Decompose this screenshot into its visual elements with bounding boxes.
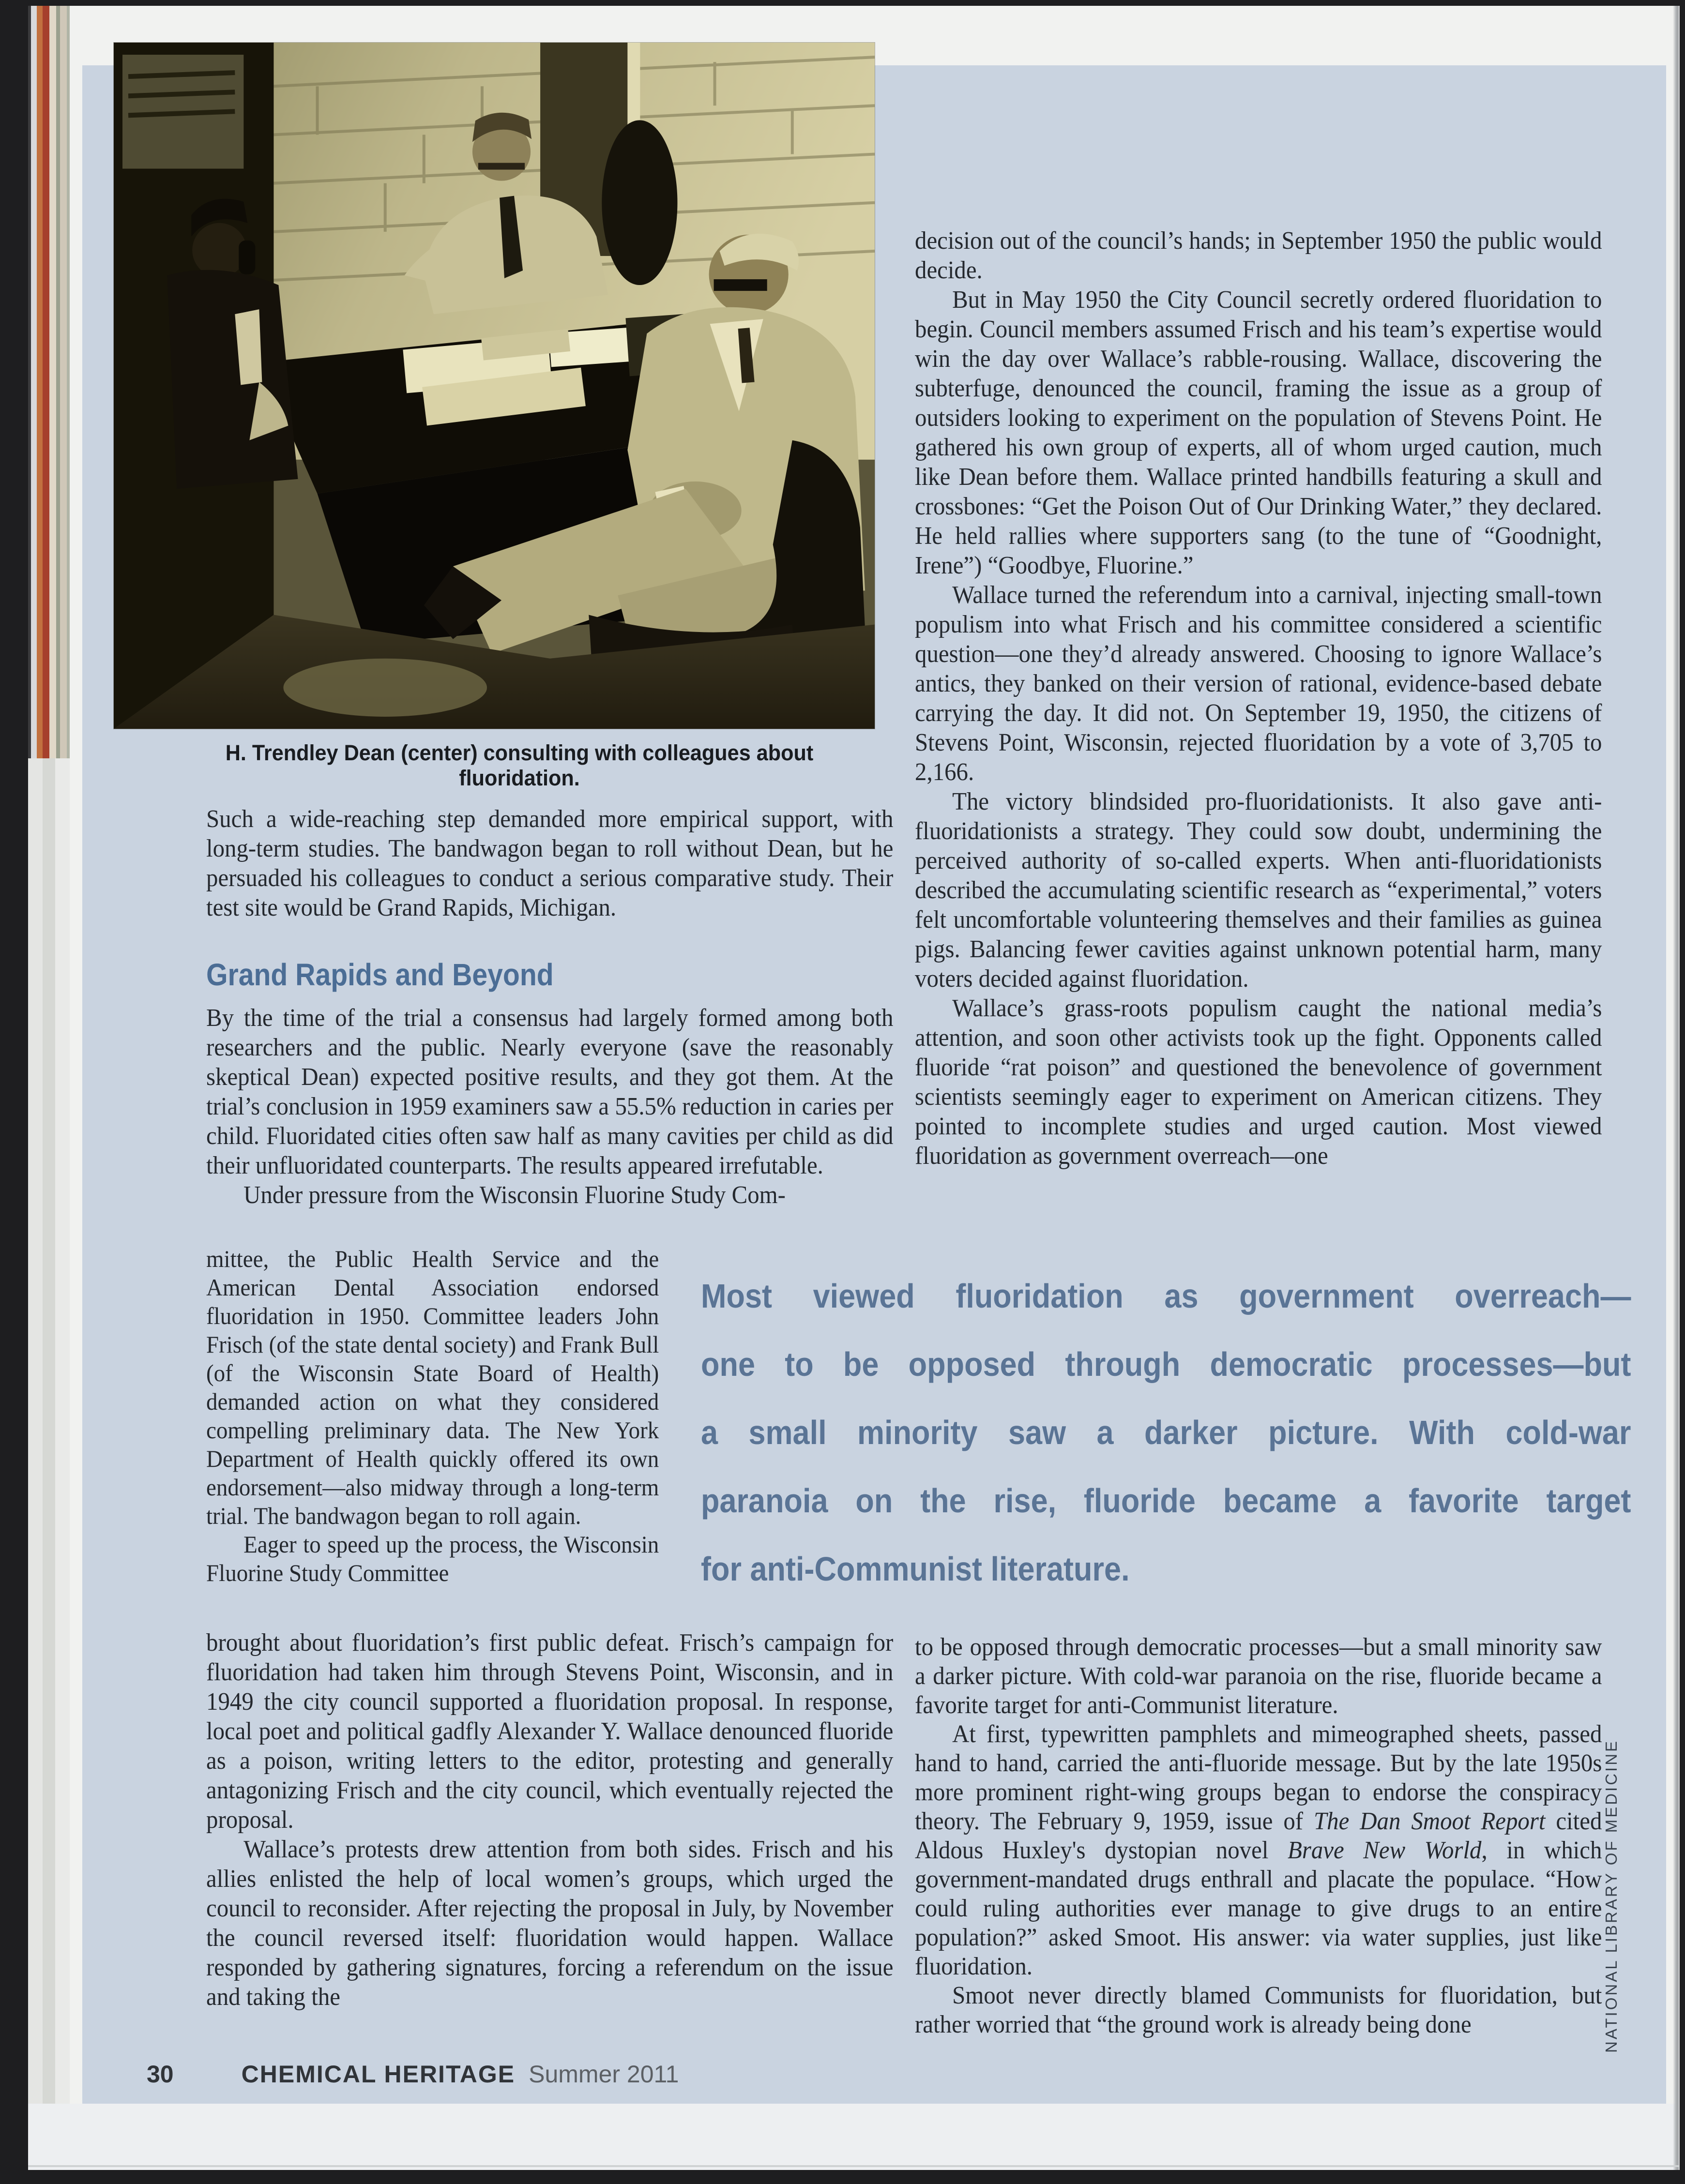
paragraph: decision out of the council’s hands; in September 1950 the public would decide. [915, 227, 1602, 284]
paragraph: The victory blindsided pro-fluoridationists. It also gave anti-fluoridationists a strategy. They could sow doubt, undermining the perceived authority of so-called experts. When anti-fluoridationists described the accumulating scientific research as “experimental,” voters felt uncomfortable volunteering themselves and their families as guinea pigs. Balancing fewer cavities against unknown potential harm, many voters decided against fluoridation. [915, 788, 1602, 993]
paragraph: Such a wide-reaching step demanded more empirical support, with long-term studies. The bandwagon began to roll without Dean, but he persuaded his colleagues to conduct a serious comparative study. Their test site would be Grand Rapids, Michigan. [206, 805, 894, 921]
text-run: At first, typewritten pamphlets and mimeographed sheets, passed hand to hand, carried the anti-fluoride message. But by the late 1950s more prominent right-wing groups began to endorse the conspiracy theory. The February 9, 1959, issue of [915, 1720, 1602, 1835]
paragraph: Smoot never directly blamed Communists for fluoridation, but rather worried that “the ground work is already being done [915, 1982, 1602, 2038]
page-footer [147, 2060, 679, 2088]
paragraph: Wallace’s protests drew attention from both sides. Frisch and his allies enlisted the help of local women’s groups, which urged the council to reconsider. After rejecting the proposal in July, by November the council reversed itself: fluoridation would happen. Wallace responded by gathering signatures, forcing a referendum on the issue and taking the [206, 1836, 894, 2011]
photo-credit-vertical: NATIONAL LIBRARY OF MEDICINE [1602, 1739, 1620, 2053]
paragraph-continuation: Under pressure from the Wisconsin Fluorine Study Com- [243, 1181, 786, 1209]
paragraph: Wallace’s grass-roots populism caught the national media’s attention, and soon other activists took up the fight. Opponents called fluoride “rat poison” and questioned the benevolence of government scientists seemingly eager to experiment on American citizens. They pointed to incomplete studies and urged caution. Most viewed fluoridation as government overreach—one [915, 994, 1602, 1170]
spine-page-edge-stripes [28, 6, 70, 758]
text-run: cited Aldous Huxley's dystopian novel [915, 1807, 1602, 1864]
photo-caption: H. Trendley Dean (center) consulting with colleagues about fluoridation. [225, 740, 814, 790]
issue-date: Summer 2011 [529, 2061, 679, 2088]
page-edge-line [28, 2165, 1680, 2167]
pull-quote-line: paranoia on the rise, fluoride became a favorite target [701, 1482, 1631, 1520]
text-run: , in which government-mandated drugs enthrall and placate the populace. “How could ruling authorities ever manage to give drugs to an entire population?” asked Smoot. His answer: via water supplies, just like fluoridation. [915, 1837, 1602, 1980]
paragraph: brought about fluoridation’s first public defeat. Frisch’s campaign for fluoridation had taken him through Stevens Point, Wisconsin, and in 1949 the city council supported a fluoridation proposal. In response, local poet and political gadfly Alexander Y. Wallace denounced fluoride as a poison, writing letters to the editor, protesting and generally antagonizing Frisch and the city council, which eventually rejected the proposal. [206, 1629, 894, 1834]
magazine-title: CHEMICAL HERITAGE [241, 2061, 516, 2088]
pull-quote-line: one to be opposed through democratic processes—but [701, 1345, 1631, 1383]
pull-quote-line: a small minority saw a darker picture. With cold-war [701, 1414, 1631, 1451]
right-column-lower [915, 1633, 1602, 2039]
bottom-margin-band [28, 2104, 1680, 2170]
page [28, 6, 1680, 2170]
right-column-upper [915, 226, 1602, 1171]
paragraph [915, 1720, 1602, 1981]
left-column-narrow [206, 1245, 659, 1587]
pull-quote-line: for anti-Communist literature. [701, 1550, 1130, 1588]
pull-quote-line: Most viewed fluoridation as government overreach— [701, 1277, 1631, 1315]
spine-page-edge-lower [28, 758, 70, 2170]
photo-dean-consulting [114, 43, 875, 729]
left-column-lower [206, 1628, 893, 2012]
paragraph: But in May 1950 the City Council secretly ordered fluoridation to begin. Council members assumed Frisch and his team’s expertise would win the day over Wallace’s rabble-rousing. Wallace, discovering the subterfuge, denounced the council, framing the issue as a group of outsiders looking to experiment on the population of Stevens Point. He gathered his own group of experts, all of whom urged caution, much like Dean before them. Wallace printed handbills featuring a skull and crossbones: “Get the Poison Out of Our Drinking Water,” they declared. He held rallies where supporters sang (to the tune of “Goodnight, Irene”) “Goodbye, Fluorine.” [915, 286, 1602, 579]
paragraph: to be opposed through democratic processes—but a small minority saw a darker picture. With cold-war paranoia on the rise, fluoride became a favorite target for anti-Communist literature. [915, 1633, 1602, 1719]
paragraph: By the time of the trial a consensus had largely formed among both researchers and the public. Nearly everyone (save the reasonably skeptical Dean) expected positive results, and they got them. At the trial’s conclusion in 1959 examiners saw a 55.5% reduction in caries per child. Fluoridated cities often saw half as many cavities per child as did their unfluoridated counterparts. The results appeared irrefutable. [206, 1004, 894, 1179]
left-column-upper [206, 804, 893, 1210]
page-edge-shadow [1673, 6, 1680, 2170]
paragraph: mittee, the Public Health Service and the American Dental Association endorsed fluoridation in 1950. Committee leaders John Frisch (of the state dental society) and Frank Bull (of the Wisconsin State Board of Health) demanded action on what they considered compelling preliminary data. The New York Department of Health quickly offered its own endorsement—also midway through a long-term trial. The bandwagon began to roll again. [206, 1245, 659, 1529]
section-heading: Grand Rapids and Beyond [206, 957, 554, 992]
italic-title: The Dan Smoot Report [1313, 1807, 1546, 1835]
page-number: 30 [147, 2061, 174, 2088]
photo-illustration [114, 43, 875, 729]
italic-title: Brave New World [1287, 1837, 1482, 1864]
paragraph: Wallace turned the referendum into a carnival, injecting small-town populism into what Frisch and his committee considered a scientific question—one they’d already answered. Choosing to ignore Wallace’s antics, they banked on their version of rational, evidence-based debate carrying the day. It did not. On September 19, 1950, the citizens of Stevens Point, Wisconsin, rejected fluoridation by a vote of 3,705 to 2,166. [915, 581, 1602, 786]
paragraph: Eager to speed up the process, the Wisconsin Fluorine Study Committee [206, 1531, 659, 1586]
pull-quote [701, 1262, 1631, 1603]
